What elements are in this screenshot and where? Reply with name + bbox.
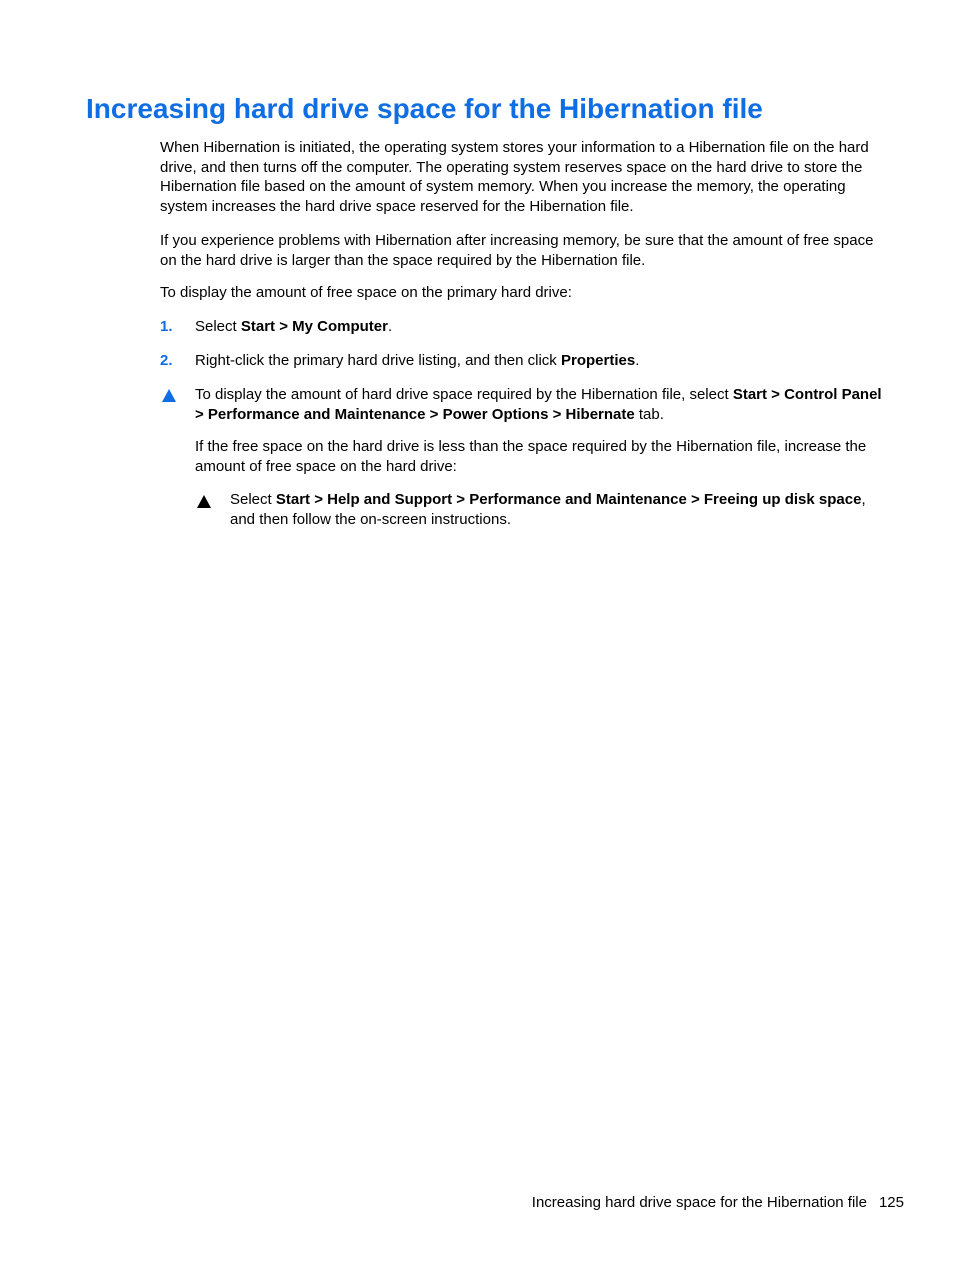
intro-paragraph-3: To display the amount of free space on the primary hard drive: xyxy=(160,284,572,301)
intro-paragraph-1: When Hibernation is initiated, the operating system stores your information to a Hibernation file on the hard drive, and then turns off the computer. The operating system reserves space on the hard drive to store the Hibernation file based on the amount of system memory. When you increase the memory, the operating system increases the hard drive space reserved for the Hibernation file. xyxy=(160,139,869,215)
page-number: 125 xyxy=(878,1194,904,1211)
step-text: Right-click the primary hard drive listing, and then click Properties. xyxy=(195,352,640,369)
page-title: Increasing hard drive space for the Hibernation file xyxy=(86,93,763,124)
bullet-item-hibernate-space: To display the amount of hard drive space required by the Hibernation file, select Start > Control Panel > Performance and Maintenance > Power Options > Hibernate tab. xyxy=(195,386,882,423)
step-number: 1. xyxy=(160,318,173,335)
note-paragraph: If the free space on the hard drive is less than the space required by the Hibernation file, increase the amount of free space on the hard drive: xyxy=(195,438,867,475)
footer-label: Increasing hard drive space for the Hibernation file xyxy=(531,1194,867,1211)
bullet-item-free-disk: Select Start > Help and Support > Performance and Maintenance > Freeing up disk space, and then follow the on-screen instructions. xyxy=(230,491,866,528)
page-footer xyxy=(532,1193,904,1212)
step-text: Select Start > My Computer. xyxy=(195,318,393,335)
black-triangle-icon xyxy=(197,495,211,508)
intro-paragraph-2: If you experience problems with Hibernation after increasing memory, be sure that the amount of free space on the hard drive is larger than the space required by the Hibernation file. xyxy=(160,232,874,269)
blue-triangle-icon xyxy=(162,389,176,402)
step-number: 2. xyxy=(160,352,173,369)
